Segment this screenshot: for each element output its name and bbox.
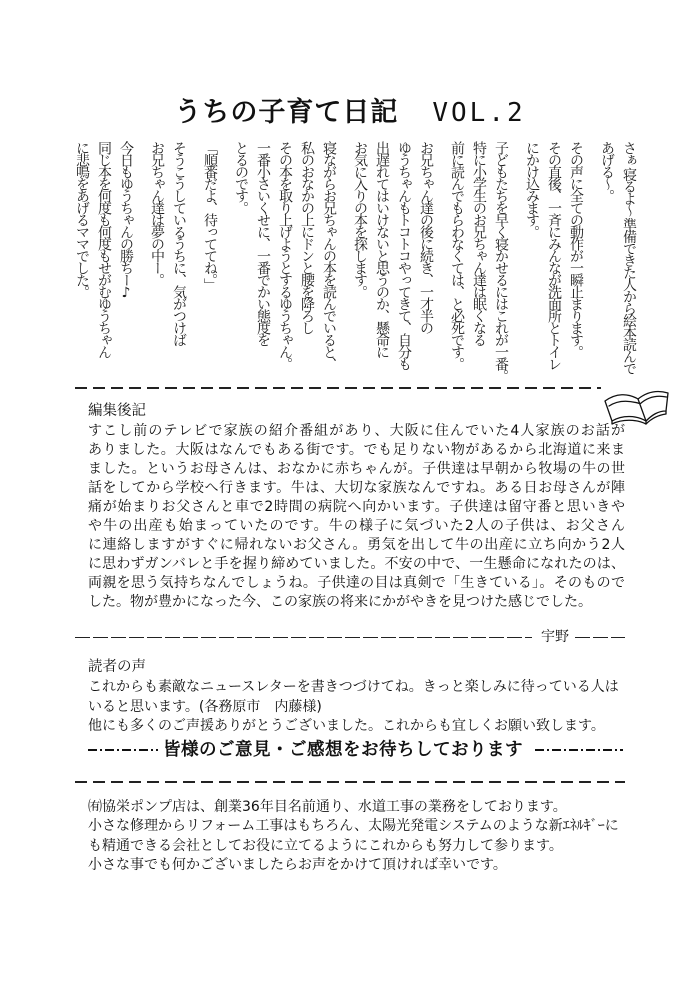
diary-column: その直後、一斉にみんなが洗面所とトイレ (546, 141, 562, 369)
title-main: うちの子育て日記 (174, 97, 399, 128)
editor-note-line: すこし前のテレビで家族の紹介番組があり、大阪に住んでいた4人家族のお話が (88, 423, 625, 439)
open-book-icon (602, 381, 670, 427)
editor-note-line: ました。というお母さんは、おなかに赤ちゃんが。子供達は早朝から牧場の牛の世 (88, 461, 625, 477)
editor-note-line: 両親を思う気持ちなんでしょうね。子供達の目は真剣で「生きている」。そのもので (88, 575, 625, 591)
diary-column: そうこうしているうちに、気がつけば (171, 141, 187, 345)
diary-column: 前に読んでもらわなくては、と必死です。 (449, 141, 465, 369)
reader-voice-line: これからも素敵なニュースレターを書きつづけてね。きっと楽しみに待っている人は (88, 679, 619, 695)
diary-column: お兄ちゃん達は夢の中ー。 (149, 141, 165, 285)
call-to-action (0, 739, 700, 761)
editor-name: 宇野 (541, 629, 569, 645)
signature-line (575, 637, 625, 638)
editor-note-body (88, 422, 625, 612)
cta-ornament-left (88, 749, 158, 751)
reader-voice-heading: 読者の声 (88, 659, 146, 675)
editor-note-line: 話をしてから学校へ行きます。牛は、大切な家族なんですね。ある日お母さんが陣 (88, 480, 625, 496)
diary-column: 今日もゆうちゃんの勝ちー♪ (118, 141, 134, 299)
diary-column: その本を取り上げようとするゆうちゃん。 (277, 141, 293, 369)
diary-column: 一番小さいくせに、一番でかい態度を (255, 141, 271, 345)
diary-column: 私のおなかの上にドンと腰を降ろし (299, 141, 315, 333)
cta-ornament-right (535, 749, 623, 751)
editor-note-line: した。物が豊かになった今、この家族の将来にかがやきを見つけた感じでした。 (88, 594, 592, 610)
diary-column: 出遅れてはいけないと思うのか、懸命に (374, 141, 390, 357)
diary-column: さぁ 寝るよ〜 準備できた人から絵本読んで (621, 141, 637, 374)
diary-column: お兄ちゃん達の後に続き、一才半の (418, 141, 434, 333)
diary-column: 特に小学生のお兄ちゃん達は眠くなる (471, 141, 487, 345)
diary-column: あげる〜。 (599, 141, 615, 201)
diary-column: 同じ本を何度も何度もせがむゆうちゃん (96, 141, 112, 357)
diary-column: 寝ながらお兄ちゃんの本を読んでいると、 (321, 141, 337, 369)
editor-note-line: ありました。大阪はなんでもある街です。でも足りない物があるから北海道に来ま (88, 442, 625, 458)
editor-note-line: に思わずガンバレと手を握り締めていました。不安の中で、一生懸命になれたのは、 (88, 556, 625, 572)
cta-text: 皆様のご意見・ご感想をお待ちしております (163, 740, 523, 760)
diary-column: にかけ込みます。 (524, 141, 540, 237)
diary-column: その声に全ての動作が一瞬止まります。 (568, 141, 584, 357)
company-line: ㈲協栄ポンプ店は、創業36年目名前通り、水道工事の業務をしております。 (88, 799, 567, 815)
handwritten-diary (71, 141, 640, 391)
editor-signature (75, 627, 625, 647)
section-divider (75, 781, 625, 783)
editor-note-line: 痛が始まりお父さんと車で2時間の病院へ向かいます。子供達は留守番と思いきや (88, 499, 625, 515)
diary-column: お気に入りの本を探します。 (352, 141, 368, 297)
company-line: 小さな事でも何かございましたらお声をかけて頂ければ幸いです。 (88, 856, 507, 873)
editor-note-line: に連絡しますがすぐに帰れないお父さん。勇気を出して牛の出産に立ち向かう2人 (88, 537, 625, 553)
signature-line (75, 637, 532, 638)
editor-note-heading: 編集後記 (88, 403, 146, 419)
company-line: も精通できる会社としてお役に立てるようにこれからも努力して参ります。 (88, 837, 563, 854)
editor-note-line: や牛の出産も始まっていたのです。牛の様子に気づいた2人の子供は、お父さん (88, 518, 625, 534)
diary-column: 「順番だよ、待っててね。」 (202, 141, 218, 290)
diary-column: に悲鳴をあげるママでした。 (74, 141, 90, 297)
reader-voice-line: いると思います。(各務原市 内藤様) (88, 698, 322, 715)
company-info (88, 798, 625, 875)
title-volume: VOL.2 (432, 98, 526, 128)
company-line: 小さな修理からリフォーム工事はもちろん、太陽光発電システムのような新ｴﾈﾙｷﾞｰに (88, 818, 619, 835)
reader-voice-line: 他にも多くのご声援ありがとうございました。これからも宜しくお願い致します。 (88, 718, 605, 734)
reader-voice-body (88, 678, 625, 737)
diary-column: ゆうちゃんもトコトコやってきて、自分も (396, 141, 412, 369)
diary-column: とるのです。 (233, 141, 249, 213)
diary-column: 子どもたちを早く寝かせるにはこれが一番。 (493, 141, 509, 381)
page-title (0, 94, 700, 135)
section-divider (75, 387, 601, 389)
